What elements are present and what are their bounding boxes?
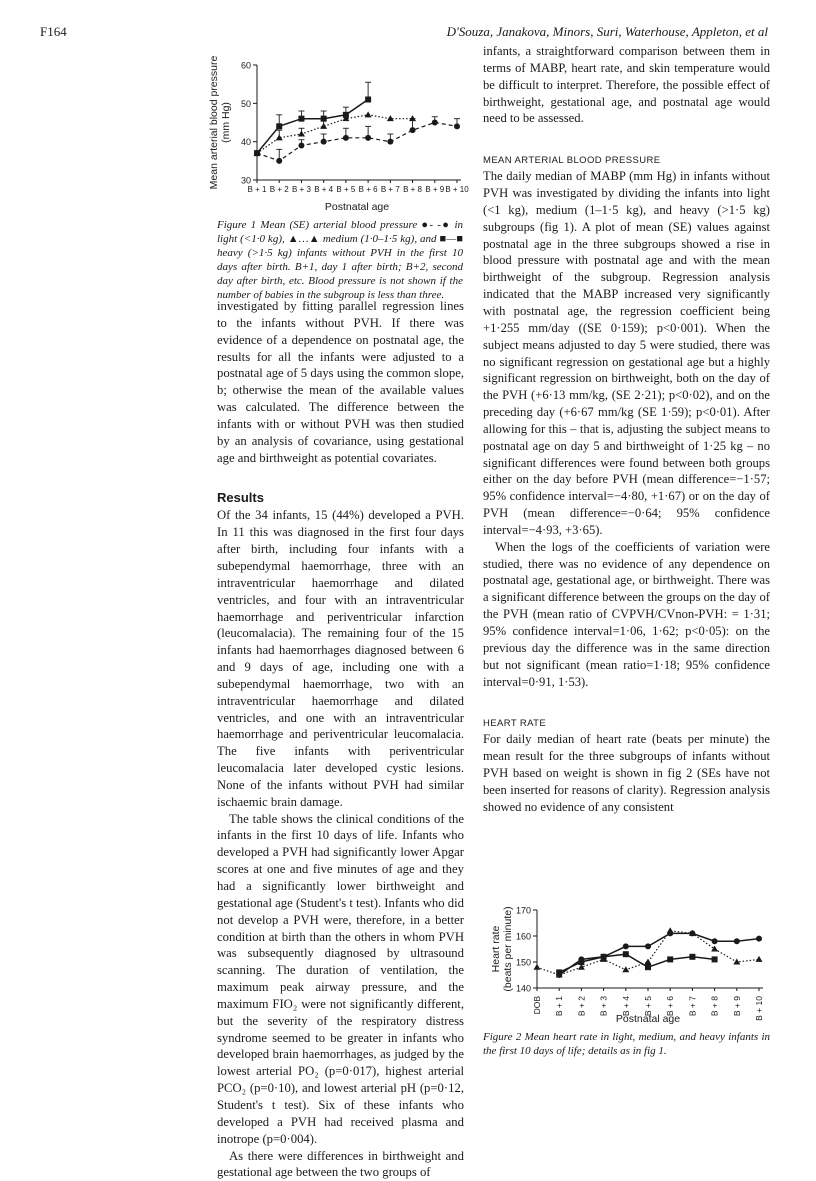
fig2-series-point-3 (667, 956, 673, 962)
fig1-series-point-3 (321, 116, 327, 122)
fig1-series-line-1 (257, 123, 457, 161)
fig1-x-tick-label: B + 3 (292, 185, 311, 194)
fig2-y-axis-label-units: (beats per minute) (502, 906, 514, 991)
right-column (483, 43, 770, 816)
fig1-x-tick-label: B + 10 (445, 185, 469, 194)
fig2-y-tick-label: 140 (516, 984, 531, 994)
fig1-x-tick-label: B + 5 (336, 185, 355, 194)
running-head: D'Souza, Janakova, Minors, Suri, Waterhouse, Appleton, et al (447, 24, 768, 40)
mabp-paragraph-1: The daily median of MABP (mm Hg) in infants without PVH was investigated by dividing the infants into light (<1 kg), medium (1–1·5 kg), and heavy (>1·5 kg) subgroups (fig 1). A plot of mean (SE) values against postnatal age in the three subgroups showed a rise in blood pressure with postnatal age and with the mean birthweight of the subgroup. Regression analysis indicated that the MABP increased very significantly with postnatal age, the regression coefficient being +1·255 mm/day ((SE 0·159); p<0·001). When the subject means adjusted to day 5 were studied, there was no significant regression on gestational age but a highly significant regression on birthweight, both on the day of the PVH (+6·13 mm/kg, (SE 2·21); p<0·02), and on the preceding day (+6·67 mm/kg (SE 1·59); p<0·01). After allowing for this – that is, adjusting the subject means to postnatal age on day 5 and birthweight of 1·25 kg – no significant differences were found between both groups either on the day before PVH (mean difference=−1·57; 95% confidence interval=−4·80, +1·67) or on the day of PVH (mean difference=−0·64; 95% confidence interval=−4·93, +3·65). (483, 168, 770, 539)
fig1-y-tick-label: 40 (241, 137, 251, 147)
results-heading: Results (217, 490, 464, 505)
fig2-series-line-1 (559, 933, 759, 975)
fig1-series-point-2 (320, 123, 327, 129)
fig2-series-point-3 (601, 954, 607, 960)
fig1-series-point-1 (387, 139, 393, 145)
fig1-x-tick-label: B + 1 (248, 185, 267, 194)
figure-1 (205, 52, 467, 218)
fig2-series-point-3 (645, 964, 651, 970)
fig1-x-tick-label: B + 9 (425, 185, 444, 194)
fig2-series-point-3 (578, 959, 584, 965)
results-paragraph-1: Of the 34 infants, 15 (44%) developed a PVH. In 11 this was diagnosed in the first four days after birth, including four infants with a subependymal haemorrhage, three with an intraventricular haemorrhage and dilated ventricles, and four with an intraventricular haemorrhage and periventricular infarction (leucomalacia). The remaining four of the 15 infants had haemorrhages diagnosed between 6 and 9 days of age, including one with a subependymal haemorrhage, two with an intraventricular haemorrhage and dilated ventricles, and one with an intraventricular haemorrhage and periventricular leucomalacia. The five infants with periventricular leucomalacia later developed cystic lesions. None of the infants without PVH had similar ischaemic brain damage. (217, 507, 464, 810)
figure-2-caption (483, 1030, 770, 1058)
fig1-series-point-1 (410, 127, 416, 133)
fig2-series-point-2 (756, 956, 763, 962)
fig2-x-tick-label: B + 10 (754, 996, 764, 1021)
fig2-y-tick-label: 150 (516, 958, 531, 968)
fig1-series-line-3 (257, 100, 368, 154)
heart-rate-paragraph: For daily median of heart rate (beats per minute) the mean result for the three subgroups of infants without PVH based on weight is shown in fig 2 (SEs have not been inserted for reasons of clarity). Regression analysis showed no evidence of any consistent (483, 731, 770, 815)
fig1-series-point-3 (254, 150, 260, 156)
fig2-y-axis-label: Heart rate (490, 925, 502, 972)
fig1-x-tick-label: B + 4 (314, 185, 333, 194)
fig2-series-point-1 (712, 938, 718, 944)
fig1-series-point-3 (276, 123, 282, 129)
fig2-x-tick-label: B + 8 (710, 996, 720, 1016)
fig1-series-point-1 (343, 135, 349, 141)
fig1-series-point-2 (365, 111, 372, 117)
continuation-paragraph: infants, a straightforward comparison between them in terms of MABP, heart rate, and skin temperature would be difficult to interpret. Therefore, the possible effect of birthweight, gestational age, and postnatal age would need to be assessed. (483, 43, 770, 127)
mabp-paragraph-2: When the logs of the coefficients of variation were studied, there was no evidence of any dependence on postnatal age, gestational age, or birthweight. There was a significant difference between the groups on the day of the PVH (mean ratio of CVPVH/CVnon-PVH: = 1·31; 95% confidence interval=1·06, 1·62; p<0·05): on the previous day the difference was in the same direction but not significant (mean ratio=1·18; 95% confidence interval=0·91, 1·53). (483, 539, 770, 691)
left-column (217, 298, 464, 1181)
fig1-series-point-1 (298, 143, 304, 149)
fig1-series-point-1 (454, 123, 460, 129)
fig1-series-point-3 (343, 112, 349, 118)
figure-1-caption (217, 218, 463, 302)
fig2-series-point-2 (534, 964, 541, 970)
fig2-series-point-3 (712, 956, 718, 962)
fig2-series-point-1 (734, 938, 740, 944)
fig1-series-point-1 (321, 139, 327, 145)
fig2-x-axis-label: Postnatal age (616, 1013, 680, 1025)
fig1-series-point-3 (365, 97, 371, 103)
fig2-series-point-3 (689, 954, 695, 960)
fig2-y-tick-label: 160 (516, 932, 531, 942)
fig2-series-point-1 (623, 943, 629, 949)
fig2-x-tick-label: B + 9 (732, 996, 742, 1016)
figure-2-chart (483, 900, 773, 1028)
figure-2 (483, 900, 773, 1028)
fig2-x-tick-label: B + 5 (643, 996, 653, 1016)
figure-2-label: Figure 2 (483, 1031, 521, 1043)
fig1-series-point-3 (298, 116, 304, 122)
fig1-x-tick-label: B + 6 (359, 185, 378, 194)
results-paragraph-2: The table shows the clinical conditions of the infants in the first 10 days of life. Infants who developed a PVH had significantly lower Apgar scores at one and five minutes of age and they had a significantly lower birthweight and gestational age (Student's t test). Infants who did not develop a PVH were, therefore, in a better condition at birth than the others in whom PVH was subsequently diagnosed by ultrasound scanning. The duration of ventilation, the maximum peak airway pressure, and the maximum FIO₂ were not significantly different, but the severity of the respiratory distress syndrome seemed to be greater in infants who developed brain haemorrhages, as judged by the lowest arterial PO₂ (p=0·017), highest arterial PCO₂ (p=0·10), and lowest arterial pH (p=0·12, Student's t test). Six of these infants who developed a PVH had received plasma and inotrope (p=0·004). (217, 811, 464, 1148)
figure-1-chart (205, 52, 467, 218)
fig1-x-tick-label: B + 7 (381, 185, 400, 194)
fig2-x-tick-label: B + 3 (599, 996, 609, 1016)
fig1-series-point-1 (432, 120, 438, 126)
fig1-y-axis-label: Mean arterial blood pressure (208, 56, 220, 190)
fig2-series-point-1 (645, 943, 651, 949)
fig2-y-tick-label: 170 (516, 906, 531, 916)
fig1-x-tick-label: B + 8 (403, 185, 422, 194)
fig1-y-tick-label: 60 (241, 61, 251, 71)
fig1-y-axis-label-units: (mm Hg) (220, 102, 232, 143)
fig1-series-point-1 (365, 135, 371, 141)
figure-1-caption-text: Mean (SE) arterial blood pressure ●- -● in light (<1·0 kg), ▲…▲ medium (1·0–1·5 kg), and ■—■ heavy (>1·5 kg) infants without PVH in the first 10 days after birth. B+1, day 1 after birth; B+2, second day after birth, etc. Blood pressure is not shown if the number of babies in the subgroup is less than three. (217, 219, 463, 301)
fig2-series-point-1 (756, 936, 762, 942)
fig1-y-tick-label: 30 (241, 176, 251, 186)
fig2-series-point-3 (556, 969, 562, 975)
fig2-series-point-2 (645, 959, 652, 965)
fig2-series-point-2 (622, 966, 629, 972)
fig2-x-tick-label: B + 6 (665, 996, 675, 1016)
fig1-series-point-2 (276, 134, 283, 140)
fig1-x-axis-label: Postnatal age (325, 201, 389, 213)
results-paragraph-3: As there were differences in birthweight and gestational age between the two groups of (217, 1148, 464, 1181)
page-header (40, 24, 768, 44)
page-number: F164 (40, 24, 67, 40)
figure-2-caption-text: Mean heart rate in light, medium, and heavy infants in the first 10 days of life; details as in fig 1. (483, 1031, 770, 1057)
methods-paragraph: investigated by fitting parallel regression lines to the infants without PVH. If there was evidence of a dependence on postnatal age, the results for all the infants were adjusted to a postnatal age of 5 days using the common slope, b; otherwise the mean of the available values was calculated. The difference between the infants with or without PVH was then studied by an analysis of covariance, using gestational age and birthweight as potential covariates. (217, 298, 464, 466)
fig2-x-tick-label: DOB (532, 996, 542, 1015)
fig2-x-tick-label: B + 7 (687, 996, 697, 1016)
fig2-series-point-2 (711, 946, 718, 952)
fig2-x-tick-label: B + 2 (576, 996, 586, 1016)
fig1-y-tick-label: 50 (241, 99, 251, 109)
fig2-x-tick-label: B + 4 (621, 996, 631, 1016)
mabp-heading: MEAN ARTERIAL BLOOD PRESSURE (483, 155, 770, 166)
fig2-series-point-3 (623, 951, 629, 957)
heart-rate-heading: HEART RATE (483, 718, 770, 729)
fig1-series-point-2 (298, 131, 305, 137)
fig1-x-tick-label: B + 2 (270, 185, 289, 194)
figure-1-label: Figure 1 (217, 219, 256, 231)
fig2-x-tick-label: B + 1 (554, 996, 564, 1016)
fig2-series-point-2 (667, 927, 674, 933)
fig1-series-point-1 (276, 158, 282, 164)
